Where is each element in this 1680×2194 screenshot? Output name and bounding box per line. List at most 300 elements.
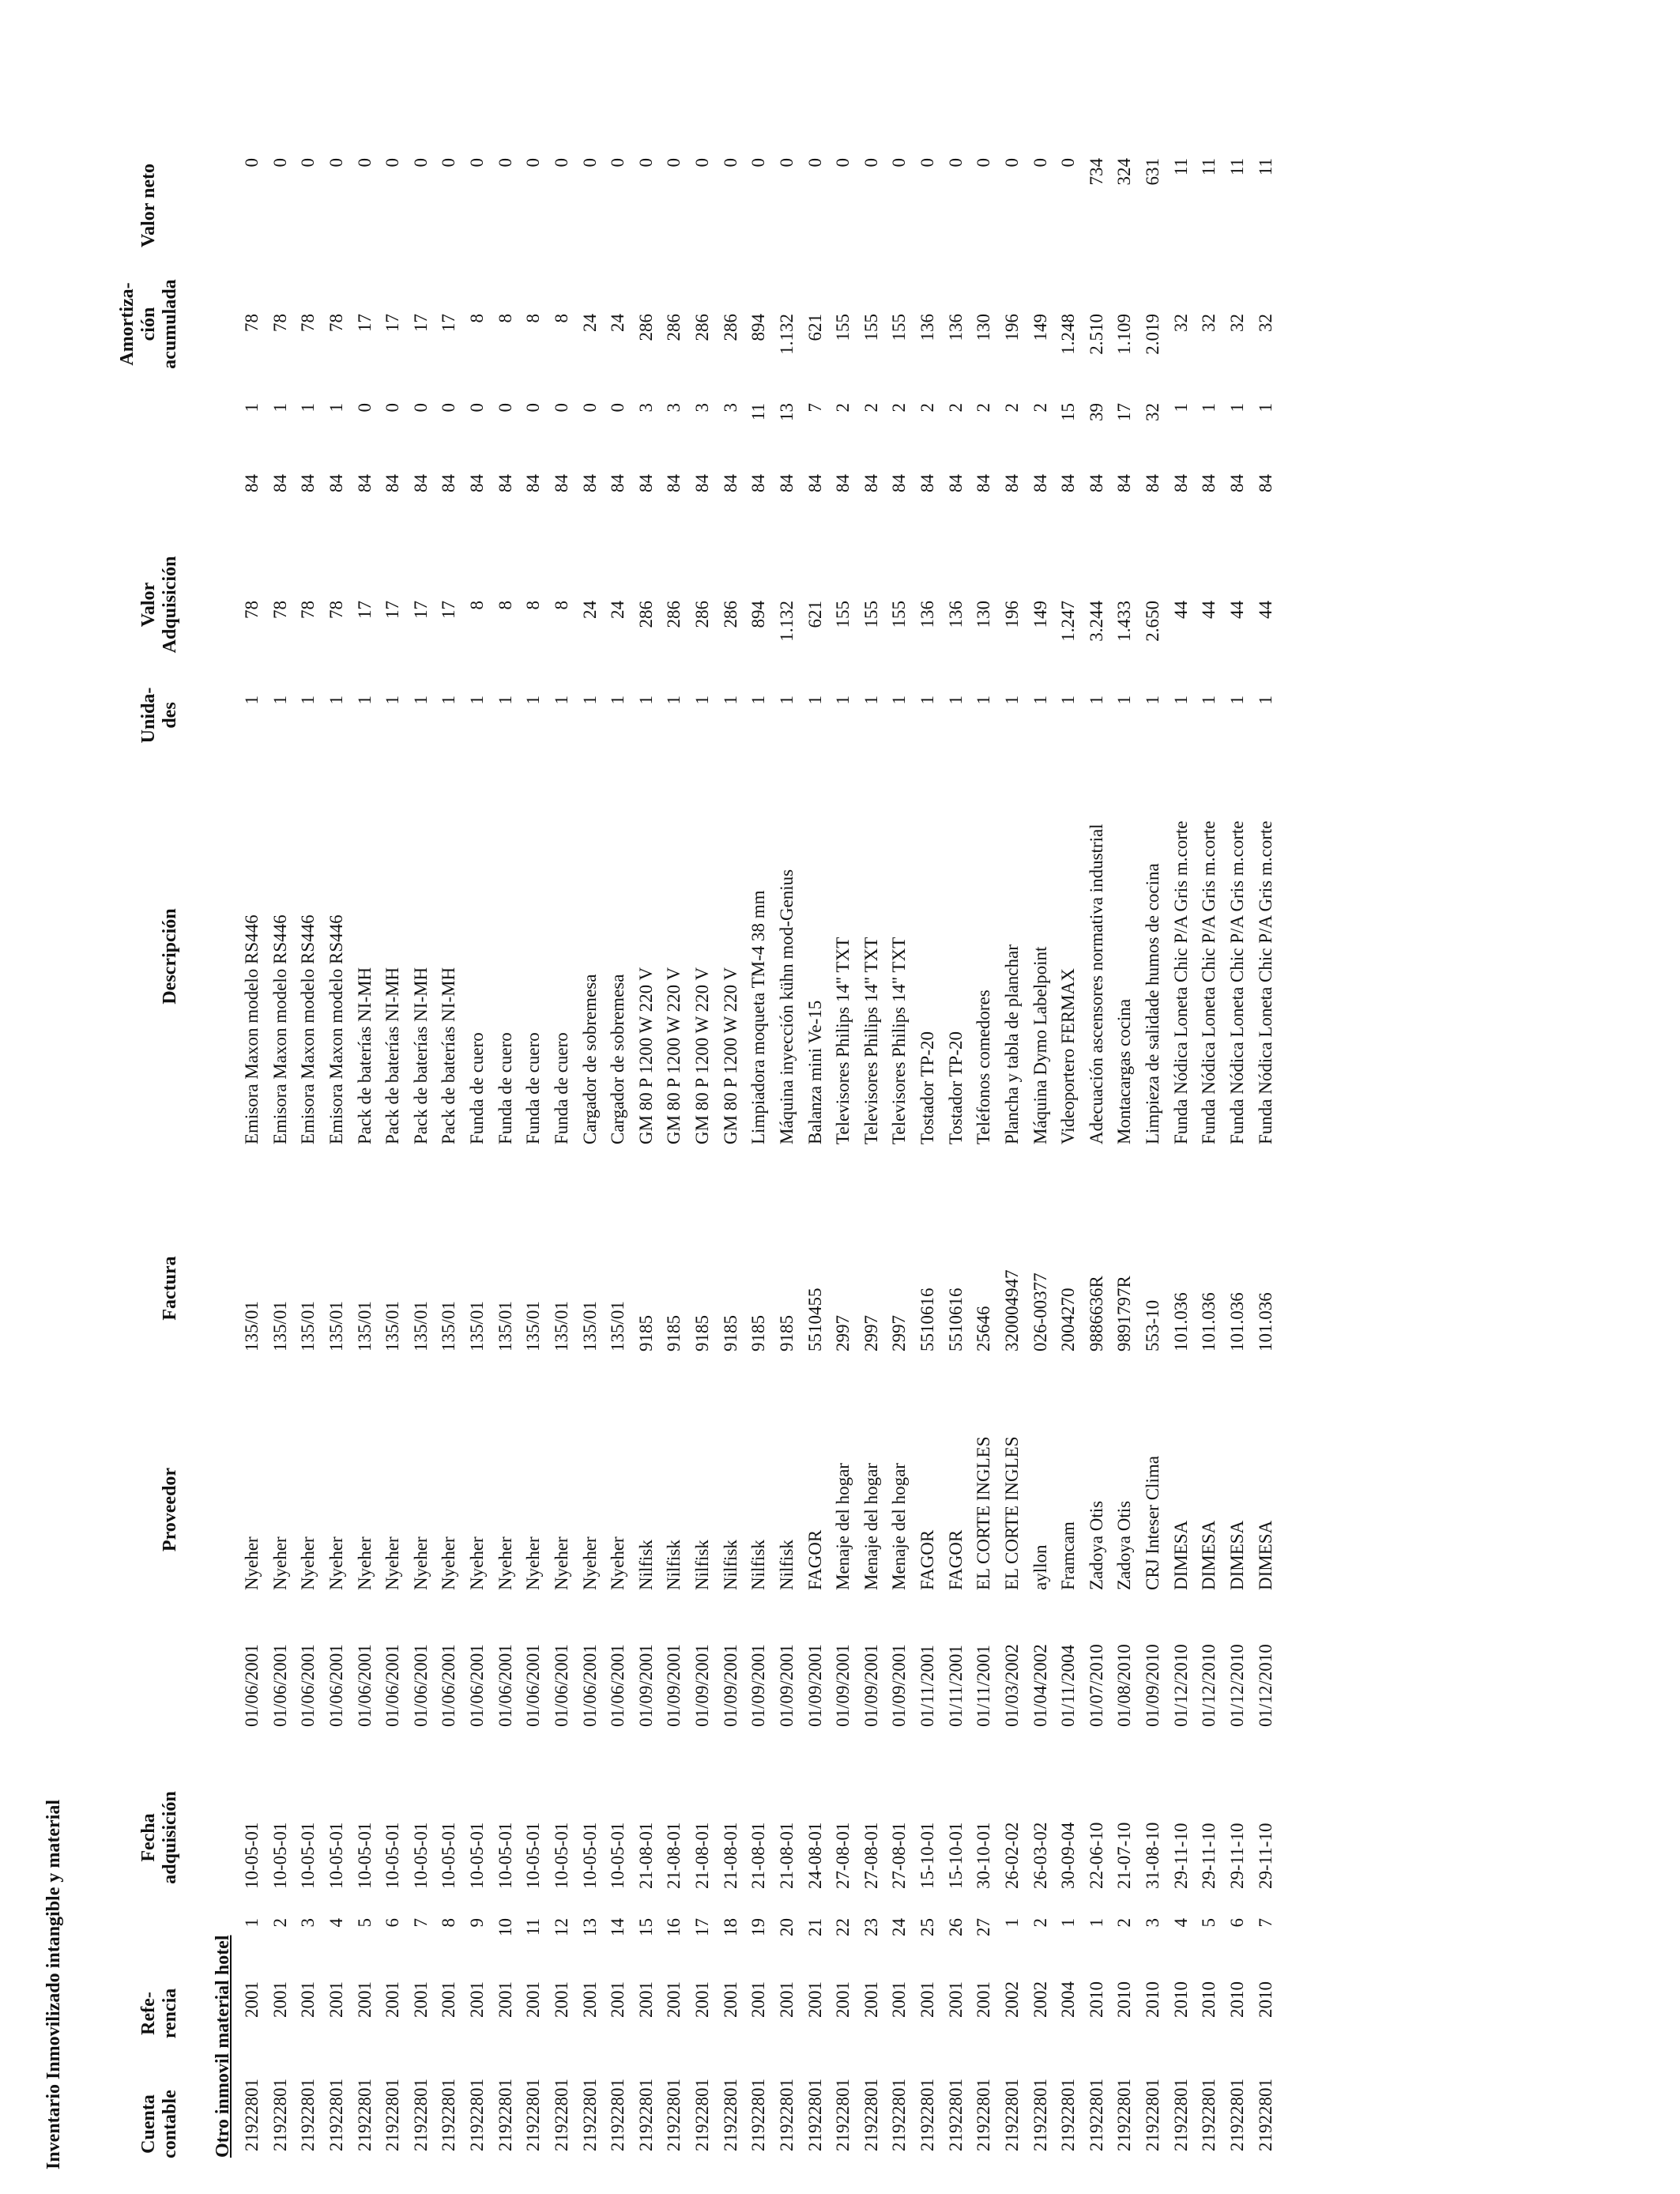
cell-valor-neto: 0 [1030, 158, 1050, 168]
cell-proveedor: Zadoya Otis [1114, 1500, 1135, 1590]
cell-fecha: 29-11-10 [1226, 1823, 1247, 1889]
cell-numero: 4 [326, 1918, 346, 1928]
table-row [269, 36, 297, 2169]
cell-referencia: 2001 [861, 1981, 881, 2018]
cell-amortizacion: 32 [1255, 314, 1275, 332]
cell-proveedor: Nyeher [608, 1536, 628, 1590]
cell-valor-neto: 0 [298, 158, 318, 168]
cell-unidades: 1 [579, 696, 600, 705]
cell-cuota: 2 [861, 403, 881, 413]
cell-valor: 196 [1001, 601, 1022, 628]
cell-valor: 8 [523, 601, 544, 610]
cell-fecha-contable: 01/06/2001 [242, 1644, 262, 1727]
cell-fecha: 10-05-01 [326, 1822, 346, 1889]
cell-valor-neto: 0 [692, 158, 712, 168]
cell-valor: 17 [382, 601, 403, 619]
cell-fecha-contable: 01/04/2002 [1030, 1644, 1050, 1727]
cell-fecha-contable: 01/06/2001 [382, 1644, 403, 1727]
cell-unidades: 1 [917, 696, 937, 705]
cell-vida-util: 84 [1170, 474, 1191, 492]
cell-amortizacion: 2.510 [1086, 314, 1106, 355]
table-row [1000, 36, 1029, 2169]
cell-referencia: 2001 [776, 1981, 797, 2018]
cell-vida-util: 84 [945, 474, 966, 492]
cell-referencia: 2010 [1086, 1981, 1106, 2018]
cell-valor-neto: 0 [269, 158, 290, 168]
cell-descripcion: Televisores Philips 14" TXT [833, 937, 853, 1144]
table-row [1113, 36, 1141, 2169]
table-row [1254, 36, 1283, 2169]
cell-factura: 9891797R [1114, 1276, 1135, 1351]
cell-proveedor: Menaje del hogar [833, 1463, 853, 1590]
header-line: Cuenta [138, 2094, 159, 2154]
cell-valor: 44 [1226, 601, 1247, 619]
cell-cuenta: 21922801 [1170, 2079, 1191, 2151]
cell-fecha: 15-10-01 [917, 1822, 937, 1889]
cell-amortizacion: 286 [692, 314, 712, 341]
cell-amortizacion: 17 [410, 314, 431, 332]
cell-cuenta: 21922801 [298, 2079, 318, 2151]
cell-fecha: 29-11-10 [1255, 1823, 1275, 1889]
cell-cuota: 0 [410, 403, 431, 413]
cell-cuenta: 21922801 [242, 2079, 262, 2151]
cell-proveedor: Nyeher [326, 1536, 346, 1590]
cell-valor: 130 [974, 601, 994, 628]
cell-unidades: 1 [608, 696, 628, 705]
header-line: Refe- [138, 1992, 159, 2035]
cell-fecha-contable: 01/06/2001 [326, 1644, 346, 1727]
cell-amortizacion: 130 [974, 314, 994, 341]
cell-vida-util: 84 [833, 474, 853, 492]
cell-fecha: 31-08-10 [1143, 1822, 1162, 1889]
cell-numero: 15 [635, 1918, 656, 1936]
cell-unidades: 1 [382, 696, 403, 705]
cell-proveedor: FAGOR [804, 1529, 825, 1590]
cell-cuenta: 21922801 [495, 2079, 515, 2151]
cell-fecha-contable: 01/06/2001 [551, 1644, 571, 1727]
cell-vida-util: 84 [748, 474, 769, 492]
cell-proveedor: DIMESA [1199, 1520, 1219, 1590]
cell-cuenta: 21922801 [833, 2079, 853, 2151]
cell-numero: 1 [1086, 1918, 1106, 1928]
cell-descripcion: Funda Nódica Loneta Chic P/A Gris m.corte [1170, 820, 1191, 1144]
cell-unidades: 1 [861, 696, 881, 705]
cell-fecha: 10-05-01 [523, 1822, 544, 1889]
header-line: Descripción [160, 908, 180, 1005]
cell-referencia: 2001 [523, 1981, 544, 2018]
cell-cuota: 1 [269, 403, 290, 413]
cell-unidades: 1 [804, 696, 825, 705]
cell-valor-neto: 0 [664, 158, 684, 168]
table-row [887, 36, 916, 2169]
cell-fecha-contable: 01/03/2002 [1001, 1644, 1022, 1727]
cell-fecha: 10-05-01 [242, 1822, 262, 1889]
cell-cuenta: 21922801 [579, 2079, 600, 2151]
cell-cuenta: 21922801 [1143, 2079, 1162, 2151]
cell-amortizacion: 136 [945, 314, 966, 341]
cell-fecha-contable: 01/12/2010 [1199, 1644, 1219, 1727]
cell-valor-neto: 0 [551, 158, 571, 168]
cell-numero: 5 [1199, 1918, 1219, 1928]
cell-fecha-contable: 01/09/2001 [889, 1644, 910, 1727]
cell-fecha: 21-08-01 [692, 1822, 712, 1889]
cell-fecha: 22-06-10 [1086, 1822, 1106, 1889]
cell-valor: 78 [242, 601, 262, 619]
cell-valor: 1.247 [1058, 601, 1079, 642]
cell-vida-util: 84 [664, 474, 684, 492]
cell-referencia: 2001 [242, 1981, 262, 2018]
cell-numero: 13 [579, 1918, 600, 1936]
cell-amortizacion: 286 [720, 314, 740, 341]
cell-numero: 7 [1255, 1918, 1275, 1928]
cell-valor-neto: 0 [861, 158, 881, 168]
cell-valor: 286 [720, 601, 740, 628]
cell-fecha: 15-10-01 [945, 1822, 966, 1889]
header-amortizacion [117, 269, 181, 379]
cell-factura: 135/01 [410, 1301, 431, 1351]
cell-descripcion: Plancha y tabla de planchar [1001, 944, 1022, 1144]
cell-unidades: 1 [326, 696, 346, 705]
cell-cuenta: 21922801 [1086, 2079, 1106, 2151]
cell-valor: 78 [269, 601, 290, 619]
cell-referencia: 2010 [1114, 1981, 1135, 2018]
table-row [578, 36, 607, 2169]
cell-factura: 2997 [861, 1315, 881, 1351]
cell-cuota: 2 [1001, 403, 1022, 413]
cell-amortizacion: 1.132 [776, 314, 797, 355]
cell-fecha-contable: 01/08/2010 [1114, 1644, 1135, 1727]
cell-factura: 135/01 [354, 1301, 375, 1351]
header-line: Fecha [138, 1813, 159, 1862]
cell-numero: 12 [551, 1918, 571, 1936]
cell-descripcion: Cargador de sobremesa [608, 974, 628, 1144]
cell-numero: 6 [382, 1918, 403, 1928]
cell-valor: 894 [748, 601, 769, 628]
cell-fecha-contable: 01/06/2001 [298, 1644, 318, 1727]
cell-amortizacion: 17 [439, 314, 459, 332]
cell-cuota: 1 [298, 403, 318, 413]
cell-fecha-contable: 01/06/2001 [495, 1644, 515, 1727]
cell-cuenta: 21922801 [664, 2079, 684, 2151]
cell-vida-util: 84 [608, 474, 628, 492]
cell-fecha: 26-02-02 [1001, 1822, 1022, 1889]
cell-unidades: 1 [1255, 696, 1275, 705]
cell-fecha-contable: 01/12/2010 [1226, 1644, 1247, 1727]
cell-descripcion: Cargador de sobremesa [579, 974, 600, 1144]
cell-referencia: 2001 [635, 1981, 656, 2018]
cell-cuota: 3 [692, 403, 712, 413]
cell-cuenta: 21922801 [748, 2079, 769, 2151]
inventory-sheet [20, 36, 1324, 2169]
cell-amortizacion: 32 [1226, 314, 1247, 332]
cell-cuota: 17 [1114, 403, 1135, 421]
cell-numero: 20 [776, 1918, 797, 1936]
cell-cuota: 7 [804, 403, 825, 413]
cell-amortizacion: 78 [298, 314, 318, 332]
cell-descripcion: Emisora Maxon modelo RS446 [269, 914, 290, 1144]
cell-referencia: 2010 [1143, 1981, 1162, 2018]
cell-unidades: 1 [410, 696, 431, 705]
cell-vida-util: 84 [1001, 474, 1022, 492]
table-row [944, 36, 973, 2169]
cell-factura: 135/01 [551, 1301, 571, 1351]
cell-valor: 17 [439, 601, 459, 619]
cell-unidades: 1 [269, 696, 290, 705]
cell-amortizacion: 155 [861, 314, 881, 341]
cell-referencia: 2001 [889, 1981, 910, 2018]
cell-cuota: 1 [1226, 403, 1247, 413]
cell-referencia: 2001 [269, 1981, 290, 2018]
cell-descripcion: Balanza mini Ve-15 [804, 1000, 825, 1144]
table-row [916, 36, 944, 2169]
cell-proveedor: Nyeher [579, 1536, 600, 1590]
cell-descripcion: Funda de cuero [551, 1032, 571, 1144]
cell-fecha: 10-05-01 [298, 1822, 318, 1889]
cell-valor: 286 [692, 601, 712, 628]
table-row [437, 36, 465, 2169]
cell-cuenta: 21922801 [269, 2079, 290, 2151]
cell-valor-neto: 0 [917, 158, 937, 168]
cell-valor-neto: 0 [382, 158, 403, 168]
cell-vida-util: 84 [861, 474, 881, 492]
cell-cuota: 11 [748, 403, 769, 421]
cell-referencia: 2002 [1001, 1981, 1022, 2018]
cell-fecha: 10-05-01 [579, 1822, 600, 1889]
cell-factura: 9185 [635, 1315, 656, 1351]
table-row [860, 36, 888, 2169]
cell-referencia: 2001 [439, 1981, 459, 2018]
cell-cuenta: 21922801 [974, 2079, 994, 2151]
cell-referencia: 2002 [1030, 1981, 1050, 2018]
cell-valor-neto: 631 [1143, 158, 1162, 186]
cell-descripcion: Funda Nódica Loneta Chic P/A Gris m.corte [1199, 820, 1219, 1144]
cell-fecha: 10-05-01 [382, 1822, 403, 1889]
cell-referencia: 2001 [608, 1981, 628, 2018]
cell-referencia: 2010 [1170, 1981, 1191, 2018]
table-row [296, 36, 325, 2169]
cell-referencia: 2001 [326, 1981, 346, 2018]
header-cuenta [138, 2079, 181, 2169]
cell-factura: 101.036 [1226, 1292, 1247, 1351]
cell-numero: 17 [692, 1918, 712, 1936]
cell-cuenta: 21922801 [720, 2079, 740, 2151]
cell-proveedor: Nilfisk [692, 1540, 712, 1590]
header-referencia [138, 1976, 181, 2051]
cell-cuenta: 21922801 [467, 2079, 487, 2151]
cell-valor-neto: 0 [354, 158, 375, 168]
cell-proveedor: Nyeher [410, 1536, 431, 1590]
cell-fecha-contable: 01/06/2001 [269, 1644, 290, 1727]
cell-proveedor: DIMESA [1170, 1520, 1191, 1590]
cell-vida-util: 84 [917, 474, 937, 492]
cell-referencia: 2001 [354, 1981, 375, 2018]
cell-vida-util: 84 [974, 474, 994, 492]
cell-unidades: 1 [1199, 696, 1219, 705]
table-row [1170, 36, 1198, 2169]
cell-amortizacion: 196 [1001, 314, 1022, 341]
cell-valor: 136 [917, 601, 937, 628]
cell-cuota: 1 [242, 403, 262, 413]
table-row [662, 36, 691, 2169]
cell-cuota: 13 [776, 403, 797, 421]
cell-valor: 1.433 [1114, 601, 1135, 642]
cell-referencia: 2001 [664, 1981, 684, 2018]
cell-fecha-contable: 01/06/2001 [439, 1644, 459, 1727]
cell-referencia: 2001 [974, 1981, 994, 2018]
header-proveedor [160, 1450, 181, 1569]
cell-cuenta: 21922801 [410, 2079, 431, 2151]
cell-unidades: 1 [439, 696, 459, 705]
cell-vida-util: 84 [1199, 474, 1219, 492]
cell-descripcion: Emisora Maxon modelo RS446 [242, 914, 262, 1144]
cell-vida-util: 84 [269, 474, 290, 492]
cell-fecha-contable: 01/11/2004 [1058, 1645, 1079, 1727]
cell-proveedor: Nyeher [354, 1536, 375, 1590]
cell-proveedor: Nyeher [439, 1536, 459, 1590]
cell-numero: 24 [889, 1918, 910, 1936]
cell-unidades: 1 [776, 696, 797, 705]
cell-valor-neto: 0 [635, 158, 656, 168]
cell-fecha-contable: 01/09/2010 [1143, 1644, 1162, 1727]
cell-unidades: 1 [467, 696, 487, 705]
cell-descripcion: Funda Nódica Loneta Chic P/A Gris m.corte [1226, 820, 1247, 1144]
cell-proveedor: Nyeher [269, 1536, 290, 1590]
cell-numero: 2 [1030, 1918, 1050, 1928]
cell-vida-util: 84 [692, 474, 712, 492]
cell-valor-neto: 11 [1170, 158, 1191, 176]
cell-cuota: 0 [495, 403, 515, 413]
cell-numero: 2 [269, 1918, 290, 1928]
table-row [1029, 36, 1057, 2169]
cell-cuota: 2 [945, 403, 966, 413]
header-line: Factura [160, 1256, 180, 1321]
cell-vida-util: 84 [354, 474, 375, 492]
header-line: Adquisición [160, 556, 180, 654]
table-row [522, 36, 550, 2169]
cell-cuenta: 21922801 [945, 2079, 966, 2151]
cell-valor-neto: 734 [1086, 158, 1106, 186]
cell-valor-neto: 0 [495, 158, 515, 168]
cell-valor: 78 [326, 601, 346, 619]
cell-valor: 155 [861, 601, 881, 628]
cell-valor: 3.244 [1086, 601, 1106, 642]
cell-amortizacion: 286 [635, 314, 656, 341]
cell-referencia: 2004 [1058, 1981, 1079, 2018]
cell-valor-neto: 0 [1058, 158, 1079, 168]
cell-proveedor: Nyeher [551, 1536, 571, 1590]
cell-valor: 286 [664, 601, 684, 628]
header-line: Valor neto [138, 164, 159, 248]
cell-unidades: 1 [298, 696, 318, 705]
cell-fecha: 21-08-01 [664, 1822, 684, 1889]
cell-unidades: 1 [692, 696, 712, 705]
header-unidades [138, 676, 181, 755]
cell-cuenta: 21922801 [776, 2079, 797, 2151]
cell-descripcion: GM 80 P 1200 W 220 V [635, 967, 656, 1144]
cell-proveedor: Nilfisk [664, 1540, 684, 1590]
cell-valor: 44 [1170, 601, 1191, 619]
cell-unidades: 1 [945, 696, 966, 705]
cell-cuota: 39 [1086, 403, 1106, 421]
cell-cuenta: 21922801 [1199, 2079, 1219, 2151]
cell-factura: 135/01 [382, 1301, 403, 1351]
cell-referencia: 2010 [1255, 1981, 1275, 2018]
cell-numero: 1 [242, 1918, 262, 1928]
cell-descripcion: Limpieza de salidade humos de cocina [1143, 863, 1162, 1144]
cell-numero: 26 [945, 1918, 966, 1936]
cell-fecha: 10-05-01 [269, 1822, 290, 1889]
cell-cuenta: 21922801 [439, 2079, 459, 2151]
cell-cuota: 3 [635, 403, 656, 413]
cell-factura: 5510616 [945, 1287, 966, 1351]
cell-cuenta: 21922801 [1255, 2079, 1275, 2151]
cell-amortizacion: 24 [579, 314, 600, 332]
cell-factura: 135/01 [298, 1301, 318, 1351]
cell-vida-util: 84 [1255, 474, 1275, 492]
cell-numero: 6 [1226, 1918, 1247, 1928]
cell-factura: 9185 [664, 1315, 684, 1351]
cell-vida-util: 84 [382, 474, 403, 492]
cell-descripcion: Televisores Philips 14" TXT [889, 937, 910, 1144]
cell-vida-util: 84 [1058, 474, 1079, 492]
cell-referencia: 2001 [298, 1981, 318, 2018]
cell-cuota: 2 [889, 403, 910, 413]
cell-numero: 5 [354, 1918, 375, 1928]
cell-vida-util: 84 [1143, 474, 1162, 492]
cell-amortizacion: 149 [1030, 314, 1050, 341]
cell-numero: 16 [664, 1918, 684, 1936]
cell-valor: 1.132 [776, 601, 797, 642]
cell-fecha-contable: 01/06/2001 [410, 1644, 431, 1727]
cell-fecha-contable: 01/09/2001 [804, 1644, 825, 1727]
cell-fecha-contable: 01/09/2001 [861, 1644, 881, 1727]
cell-numero: 10 [495, 1918, 515, 1936]
cell-factura: 2997 [833, 1315, 853, 1351]
cell-fecha-contable: 01/09/2001 [776, 1644, 797, 1727]
cell-factura: 9185 [776, 1315, 797, 1351]
cell-descripcion: Funda de cuero [467, 1032, 487, 1144]
cell-proveedor: Framcam [1058, 1521, 1079, 1590]
cell-factura: 25646 [974, 1306, 994, 1351]
cell-cuenta: 21922801 [635, 2079, 656, 2151]
cell-factura: 135/01 [467, 1301, 487, 1351]
cell-referencia: 2001 [382, 1981, 403, 2018]
cell-factura: 5510616 [917, 1287, 937, 1351]
section-title: Otro inmovil material hotel [213, 1935, 233, 2158]
cell-fecha: 10-05-01 [354, 1822, 375, 1889]
cell-vida-util: 84 [242, 474, 262, 492]
cell-valor-neto: 0 [326, 158, 346, 168]
cell-unidades: 1 [354, 696, 375, 705]
table-row [775, 36, 804, 2169]
cell-unidades: 1 [1226, 696, 1247, 705]
cell-vida-util: 84 [889, 474, 910, 492]
cell-amortizacion: 17 [382, 314, 403, 332]
cell-valor-neto: 0 [720, 158, 740, 168]
cell-vida-util: 84 [1086, 474, 1106, 492]
cell-proveedor: Nyeher [382, 1536, 403, 1590]
cell-factura: 101.036 [1199, 1292, 1219, 1351]
cell-valor-neto: 11 [1255, 158, 1275, 176]
cell-vida-util: 84 [298, 474, 318, 492]
cell-amortizacion: 78 [269, 314, 290, 332]
cell-factura: 9185 [692, 1315, 712, 1351]
cell-factura: 5510455 [804, 1287, 825, 1351]
cell-cuota: 0 [579, 403, 600, 413]
cell-amortizacion: 8 [467, 314, 487, 323]
cell-referencia: 2001 [467, 1981, 487, 2018]
cell-fecha-contable: 01/11/2001 [974, 1645, 994, 1727]
